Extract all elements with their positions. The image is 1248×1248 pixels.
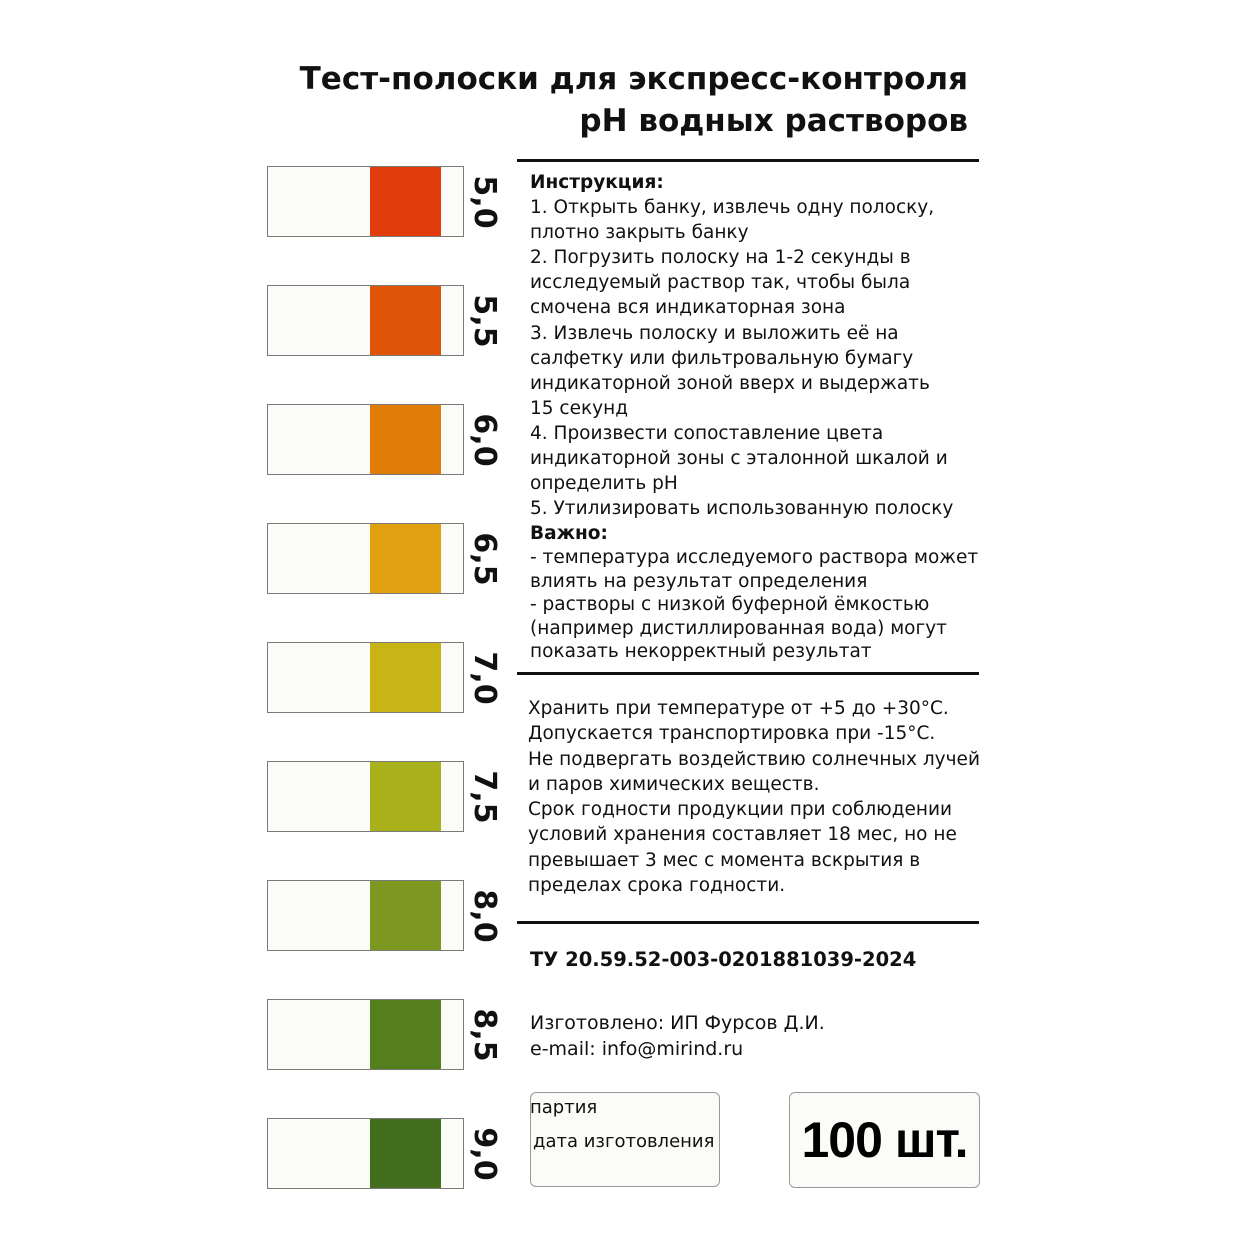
ph-swatch (370, 643, 441, 712)
manufacturer-email: e-mail: info@mirind.ru (530, 1038, 744, 1060)
important-line: - температура исследуемого раствора может (530, 547, 979, 569)
quantity-label: 100 шт. (801, 1112, 968, 1168)
instruction-line: 5. Утилизировать использованную полоску (530, 498, 954, 520)
ph-swatch (370, 762, 441, 831)
ph-swatch (370, 524, 441, 593)
ph-swatch (370, 286, 441, 355)
title-line-1: Тест-полоски для экспресс-контроля (299, 61, 968, 97)
instruction-line: 3. Извлечь полоску и выложить её на (530, 322, 899, 344)
instruction-line: 2. Погрузить полоску на 1-2 секунды в (530, 247, 911, 269)
ph-value-label: 6,5 (467, 531, 502, 586)
quantity-box (789, 1092, 980, 1188)
storage-block (528, 696, 980, 898)
ph-value-label: 6,0 (467, 412, 502, 467)
manufacturer-name: Изготовлено: ИП Фурсов Д.И. (530, 1012, 825, 1034)
instruction-line: индикаторной зоной вверх и выдержать (530, 372, 930, 394)
storage-line: условий хранения составляет 18 мес, но не (528, 824, 957, 846)
important-line: влиять на результат определения (530, 570, 868, 592)
instruction-line: 1. Открыть банку, извлечь одну полоску, (530, 197, 935, 219)
instructions-block (530, 170, 978, 664)
instruction-line: 4. Произвести сопоставление цвета (530, 422, 884, 444)
ph-swatch (370, 1119, 441, 1188)
storage-line: Допускается транспортировка при -15°С. (528, 723, 936, 745)
important-line: (например дистиллированная вода) могут (530, 617, 947, 639)
ph-swatch (370, 881, 441, 950)
ph-value-label: 7,5 (467, 769, 502, 824)
instruction-line: исследуемый раствор так, чтобы была (530, 272, 911, 294)
ph-strip-7-5 (267, 761, 464, 832)
storage-line: Хранить при температуре от +5 до +30°С. (528, 698, 949, 719)
page-title (300, 58, 968, 142)
ph-value-label: 5,0 (467, 174, 502, 229)
instruction-line: плотно закрыть банку (530, 222, 749, 244)
storage-line: и паров химических веществ. (528, 773, 820, 795)
manufacturer-info (530, 1010, 825, 1062)
instruction-line: определить pH (530, 473, 678, 495)
divider-middle (517, 672, 979, 675)
instruction-line: смочена вся индикаторная зона (530, 297, 846, 319)
important-line: - растворы с низкой буферной ёмкостью (530, 594, 930, 616)
instruction-line: 15 секунд (530, 397, 628, 419)
ph-strip-6-5 (267, 523, 464, 594)
instructions-heading: Инструкция: (530, 172, 664, 193)
storage-line: Не подвергать воздействию солнечных лучей (528, 748, 980, 770)
ph-swatch (370, 405, 441, 474)
batch-label: партия (530, 1097, 598, 1118)
title-line-2: pH водных растворов (579, 103, 968, 139)
storage-line: Срок годности продукции при соблюдении (528, 799, 953, 821)
storage-line: превышает 3 мес с момента вскрытия в (528, 849, 921, 871)
ph-value-label: 5,5 (467, 293, 502, 348)
ph-value-label: 9,0 (467, 1126, 502, 1181)
ph-value-label: 8,0 (467, 888, 502, 943)
ph-strip-6-0 (267, 404, 464, 475)
ph-strip-5-0 (267, 166, 464, 237)
storage-line: пределах срока годности. (528, 875, 786, 897)
important-heading: Важно: (530, 523, 608, 545)
technical-spec-code: ТУ 20.59.52-003-0201881039-2024 (530, 948, 917, 971)
ph-strip-7-0 (267, 642, 464, 713)
ph-strip-8-0 (267, 880, 464, 951)
divider-top (517, 159, 979, 162)
divider-bottom (517, 921, 979, 924)
ph-value-label: 8,5 (467, 1007, 502, 1062)
instruction-line: салфетку или фильтровальную бумагу (530, 347, 914, 369)
ph-swatch (370, 1000, 441, 1069)
ph-strip-9-0 (267, 1118, 464, 1189)
ph-swatch (370, 167, 441, 236)
ph-strip-8-5 (267, 999, 464, 1070)
batch-date-box (530, 1092, 720, 1187)
manufacture-date-label: дата изготовления (533, 1131, 715, 1152)
ph-strip-5-5 (267, 285, 464, 356)
important-line: показать некорректный результат (530, 641, 872, 663)
ph-value-label: 7,0 (467, 650, 502, 705)
instruction-line: индикаторной зоны с эталонной шкалой и (530, 448, 948, 470)
